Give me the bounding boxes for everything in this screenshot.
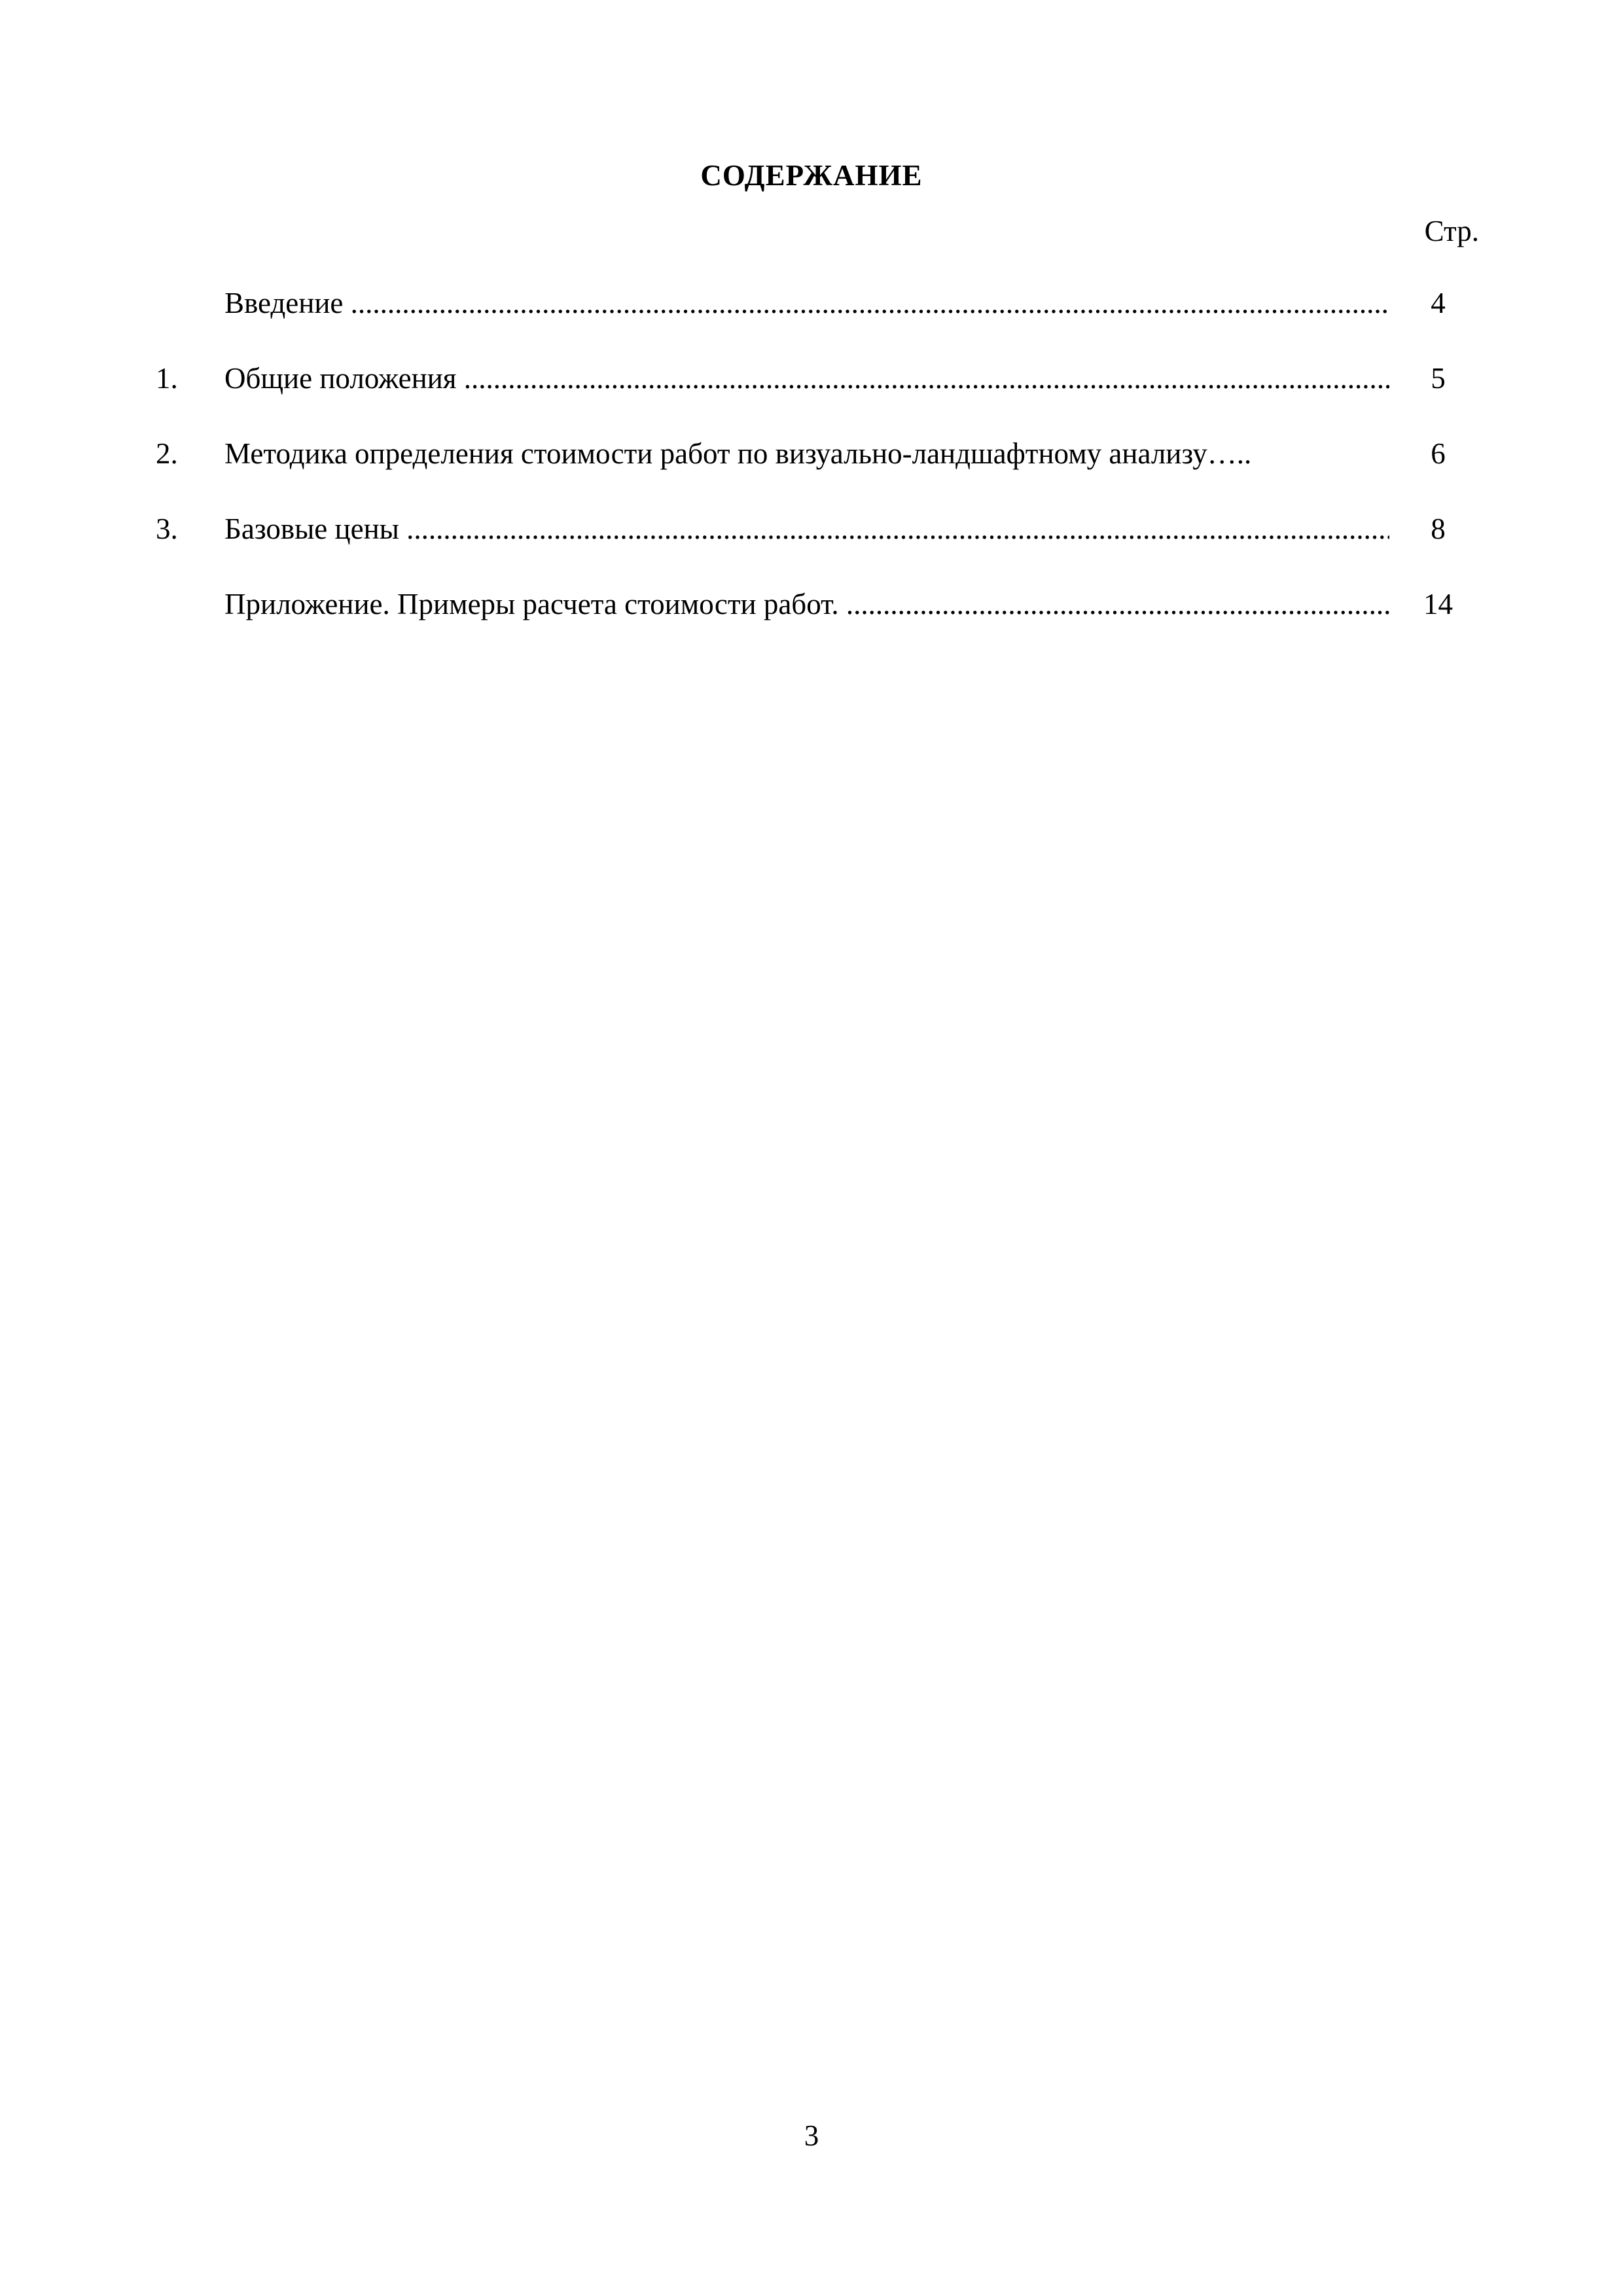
toc-item-page: 6 <box>1431 437 1446 470</box>
toc-item-page: 8 <box>1431 512 1446 545</box>
toc-item-text: Приложение. Примеры расчета стоимости работ. ..... <box>224 584 1389 624</box>
toc-row[interactable] <box>0 434 1623 473</box>
toc-item-number: 3. <box>156 512 178 545</box>
toc-item-text: Базовые цены ..... <box>224 509 1389 548</box>
toc-item-number: 1. <box>156 362 178 395</box>
toc-item-page: 5 <box>1431 362 1446 395</box>
toc-item-page: 14 <box>1423 588 1453 620</box>
toc-row[interactable] <box>0 283 1623 323</box>
toc-item-page: 4 <box>1431 287 1446 319</box>
page-column-header: Стр. <box>1424 215 1479 247</box>
page-number: 3 <box>804 2119 819 2152</box>
toc-row[interactable] <box>0 359 1623 398</box>
toc-item-text: Методика определения стоимости работ по визуально-ландшафтному анализу….. <box>224 437 1252 470</box>
toc-row[interactable] <box>0 509 1623 548</box>
page-title: СОДЕРЖАНИЕ <box>700 159 923 192</box>
toc-item-text: Общие положения ..... <box>224 359 1389 398</box>
toc-item-text: Введение ..... <box>224 283 1389 323</box>
toc-item-number: 2. <box>156 437 178 470</box>
toc-row[interactable] <box>0 584 1623 624</box>
